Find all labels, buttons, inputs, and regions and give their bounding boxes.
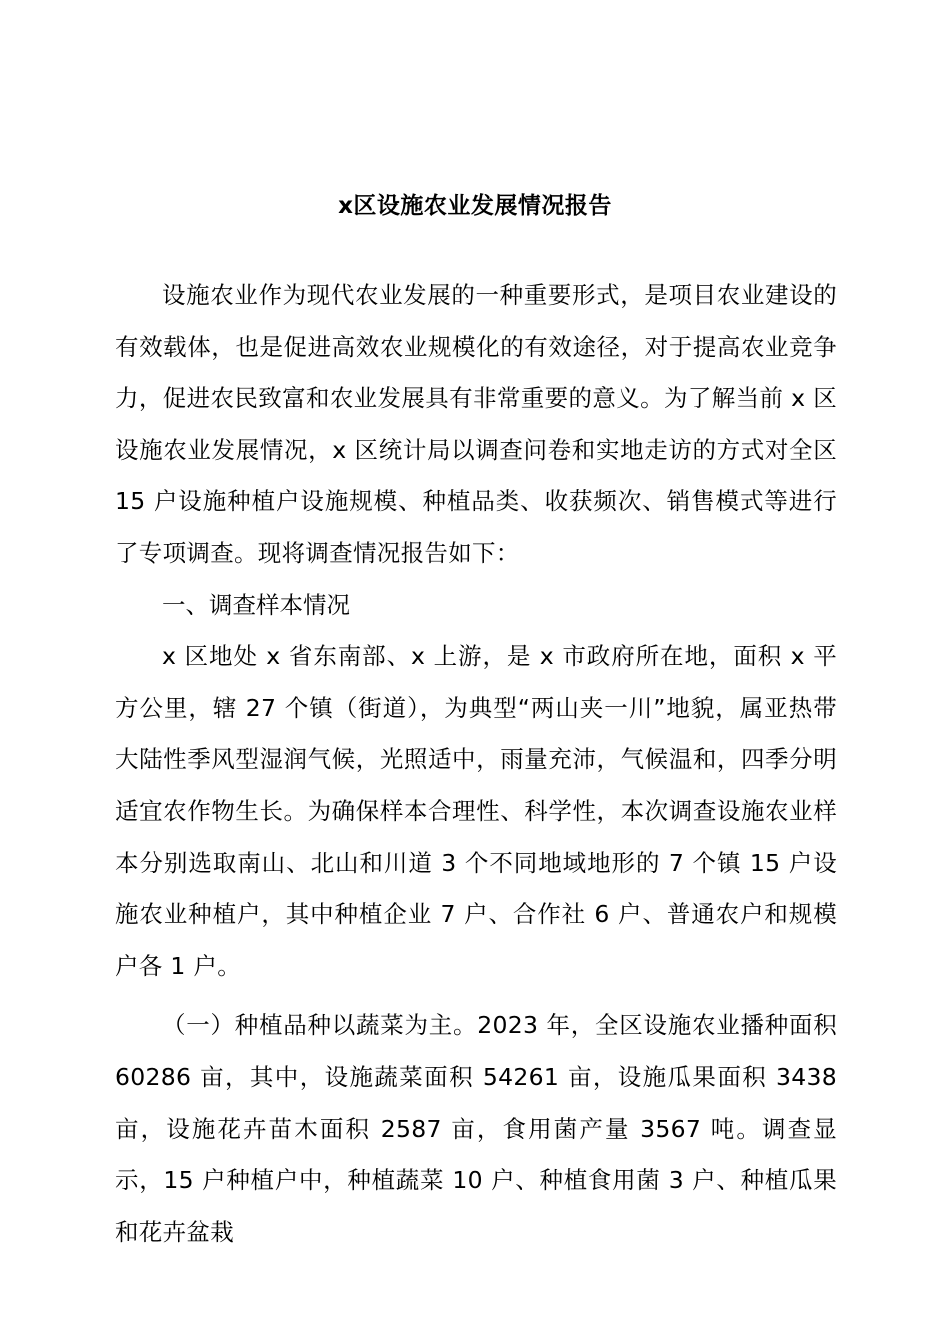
document-body bbox=[115, 270, 837, 1258]
intro-paragraph: 设施农业作为现代农业发展的一种重要形式，是项目农业建设的有效载体，也是促进高效农业规模化的有效途径，对于提高农业竞争力，促进农民致富和农业发展具有非常重要的意义。为了解当前 x 区设施农业发展情况，x 区统计局以调查问卷和实地走访的方式对全区 15 户设施种植户设施规模、种植品类、收获频次、销售模式等进行了专项调查。现将调查情况报告如下： bbox=[115, 281, 837, 567]
section-heading-survey-sample: 一、调查样本情况 bbox=[162, 590, 350, 619]
document-title: x区设施农业发展情况报告 bbox=[338, 193, 612, 219]
region-overview-paragraph: x 区地处 x 省东南部、x 上游，是 x 市政府所在地，面积 x 平方公里，辖 27 个镇（街道），为典型“两山夹一川”地貌，属亚热带大陆性季风型湿润气候，光照适中，雨量充沛，气候温和，四季分明适宜农作物生长。为确保样本合理性、科学性，本次调查设施农业样本分别选取南山、北山和川道 3 个不同地域地形的 7 个镇 15 户设施农业种植户，其中种植企业 7 户、合作社 6 户、普通农户和规模户各 1 户。 bbox=[115, 642, 837, 980]
planting-varieties-paragraph: （一）种植品种以蔬菜为主。2023 年，全区设施农业播种面积 60286 亩，其中，设施蔬菜面积 54261 亩，设施瓜果面积 3438 亩，设施花卉苗木面积 2587 亩，食用菌产量 3567 吨。调查显示，15 户种植户中，种植蔬菜 10 户、种植食用菌 3 户、种植瓜果和花卉盆栽 bbox=[115, 1011, 837, 1246]
